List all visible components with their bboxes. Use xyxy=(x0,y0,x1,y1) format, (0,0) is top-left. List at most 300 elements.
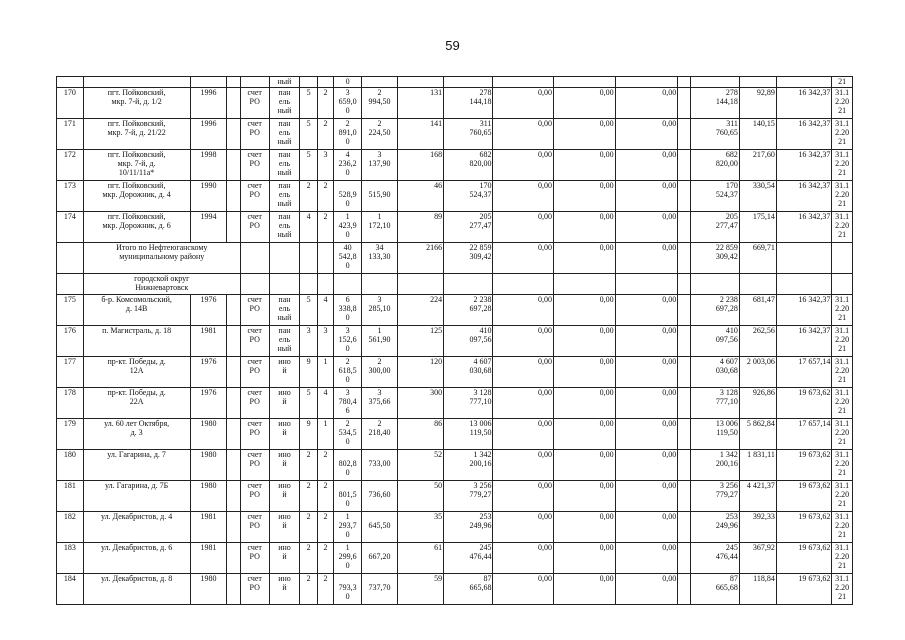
table-cell: 3 xyxy=(300,326,317,357)
table-cell: 21 xyxy=(832,77,853,88)
table-cell: 0,00 xyxy=(493,181,554,212)
table-cell: 3 375,66 xyxy=(361,388,397,419)
table-cell: 3 780,4 6 xyxy=(334,388,362,419)
table-row xyxy=(57,512,853,543)
table-cell: 86 xyxy=(397,419,443,450)
table-cell xyxy=(269,274,300,295)
table-cell: 1976 xyxy=(190,357,227,388)
table-cell: 3 xyxy=(317,326,333,357)
table-cell: 245 476,44 xyxy=(690,543,739,574)
table-cell xyxy=(227,295,240,326)
table-cell: 736,60 xyxy=(361,481,397,512)
table-cell: счет РО xyxy=(240,481,269,512)
table-cell: 0,00 xyxy=(554,119,616,150)
table-cell: 0,00 xyxy=(554,481,616,512)
table-cell: 52 xyxy=(397,450,443,481)
table-cell xyxy=(678,388,690,419)
table-cell: 3 256 779,27 xyxy=(444,481,493,512)
table-cell: 0,00 xyxy=(493,388,554,419)
table-cell xyxy=(832,243,853,274)
table-cell: 170 524,37 xyxy=(690,181,739,212)
table-cell xyxy=(678,181,690,212)
table-cell xyxy=(227,77,240,88)
table-cell: 262,56 xyxy=(739,326,776,357)
table-cell: 392,33 xyxy=(739,512,776,543)
table-cell xyxy=(227,481,240,512)
table-cell: пан ель ный xyxy=(269,212,300,243)
table-cell: ул. Декабристов, д. 4 xyxy=(83,512,190,543)
table-cell: пан ель ный xyxy=(269,181,300,212)
table-cell: 2 003,06 xyxy=(739,357,776,388)
table-cell: 2 xyxy=(300,543,317,574)
table-cell: 173 xyxy=(57,181,84,212)
table-row xyxy=(57,77,853,88)
table-row xyxy=(57,150,853,181)
table-cell: 2 xyxy=(317,512,333,543)
table-cell: 0,00 xyxy=(615,481,678,512)
table-cell: 1980 xyxy=(190,574,227,605)
table-cell: 0,00 xyxy=(615,243,678,274)
table-cell: 1976 xyxy=(190,295,227,326)
table-cell: 168 xyxy=(397,150,443,181)
table-cell: 0,00 xyxy=(554,450,616,481)
table-cell: 170 xyxy=(57,88,84,119)
table-cell: 667,20 xyxy=(361,543,397,574)
table-cell: 3 152,6 0 xyxy=(334,326,362,357)
table-cell: 0,00 xyxy=(615,150,678,181)
table-cell xyxy=(317,274,333,295)
table-cell: 180 xyxy=(57,450,84,481)
table-cell xyxy=(678,512,690,543)
table-cell: 1 293,7 0 xyxy=(334,512,362,543)
table-cell: 61 xyxy=(397,543,443,574)
table-cell: 311 760,65 xyxy=(444,119,493,150)
table-cell: 0,00 xyxy=(615,181,678,212)
table-cell: 9 xyxy=(300,419,317,450)
table-cell: 2 xyxy=(300,450,317,481)
table-cell xyxy=(361,274,397,295)
table-cell: 1994 xyxy=(190,212,227,243)
table-cell: ино й xyxy=(269,357,300,388)
table-row xyxy=(57,326,853,357)
table-cell: 0,00 xyxy=(615,450,678,481)
table-cell: 13 006 119,50 xyxy=(444,419,493,450)
table-cell xyxy=(300,243,317,274)
table-cell: 4 xyxy=(317,295,333,326)
table-cell: счет РО xyxy=(240,388,269,419)
subtotal-row xyxy=(57,243,853,274)
table-cell: счет РО xyxy=(240,295,269,326)
table-cell: 16 342,37 xyxy=(776,295,831,326)
table-cell xyxy=(554,274,616,295)
table-cell: 1976 xyxy=(190,388,227,419)
table-cell xyxy=(227,388,240,419)
table-cell xyxy=(690,274,739,295)
table-cell: 31.1 2.20 21 xyxy=(832,88,853,119)
table-cell: 205 277,47 xyxy=(444,212,493,243)
table-cell: 367,92 xyxy=(739,543,776,574)
table-cell xyxy=(678,419,690,450)
table-cell: 92,89 xyxy=(739,88,776,119)
table-cell: 0 xyxy=(334,77,362,88)
table-cell xyxy=(776,77,831,88)
table-cell: 2 xyxy=(300,481,317,512)
table-cell: 0,00 xyxy=(493,212,554,243)
table-cell: 1990 xyxy=(190,181,227,212)
table-cell: 0,00 xyxy=(554,512,616,543)
table-cell: 40 542,8 0 xyxy=(334,243,362,274)
table-cell: 31.1 2.20 21 xyxy=(832,574,853,605)
table-cell: 278 144,18 xyxy=(444,88,493,119)
table-cell: 253 249,96 xyxy=(444,512,493,543)
table-cell: 4 xyxy=(317,388,333,419)
table-cell: 1980 xyxy=(190,450,227,481)
table-row xyxy=(57,543,853,574)
table-cell: 22 859 309,42 xyxy=(690,243,739,274)
table-cell: 0,00 xyxy=(615,543,678,574)
table-cell: 5 xyxy=(300,88,317,119)
table-cell: ино й xyxy=(269,419,300,450)
table-cell xyxy=(227,150,240,181)
table-cell: 31.1 2.20 21 xyxy=(832,150,853,181)
table-cell: 31.1 2.20 21 xyxy=(832,295,853,326)
table-cell: 31.1 2.20 21 xyxy=(832,357,853,388)
table-cell: 682 820,00 xyxy=(444,150,493,181)
housing-register-table xyxy=(56,76,853,605)
table-row xyxy=(57,450,853,481)
table-row xyxy=(57,212,853,243)
table-cell xyxy=(190,77,227,88)
section-row xyxy=(57,274,853,295)
table-cell xyxy=(227,88,240,119)
table-cell: 0,00 xyxy=(493,450,554,481)
table-cell: 1980 xyxy=(190,481,227,512)
table-cell: 31.1 2.20 21 xyxy=(832,326,853,357)
table-cell xyxy=(300,274,317,295)
table-cell: 2 xyxy=(300,512,317,543)
table-cell: 5 862,84 xyxy=(739,419,776,450)
table-cell: 6 338,8 0 xyxy=(334,295,362,326)
table-cell: 1996 xyxy=(190,88,227,119)
table-cell: 645,50 xyxy=(361,512,397,543)
table-cell: б-р. Комсомольский, д. 14В xyxy=(83,295,190,326)
table-row xyxy=(57,481,853,512)
table-row xyxy=(57,119,853,150)
table-cell: 733,00 xyxy=(361,450,397,481)
table-cell: 22 859 309,42 xyxy=(444,243,493,274)
table-cell: 175,14 xyxy=(739,212,776,243)
table-cell: 174 xyxy=(57,212,84,243)
table-cell: пгт. Пойковский, мкр. 7-й, д. 1/2 xyxy=(83,88,190,119)
table-cell: 1981 xyxy=(190,326,227,357)
table-row xyxy=(57,181,853,212)
table-cell: 17 657,14 xyxy=(776,357,831,388)
table-cell xyxy=(361,77,397,88)
table-cell: 0,00 xyxy=(493,88,554,119)
table-cell: счет РО xyxy=(240,212,269,243)
table-cell: 2 xyxy=(317,88,333,119)
table-cell: счет РО xyxy=(240,357,269,388)
table-cell: 737,70 xyxy=(361,574,397,605)
table-cell: 5 xyxy=(300,150,317,181)
table-cell: 2 xyxy=(317,212,333,243)
table-cell: 0,00 xyxy=(554,181,616,212)
table-cell: 0,00 xyxy=(554,388,616,419)
table-cell: 2 xyxy=(317,181,333,212)
table-cell: 0,00 xyxy=(554,295,616,326)
table-cell: 681,47 xyxy=(739,295,776,326)
table-cell: 0,00 xyxy=(493,150,554,181)
table-cell: 184 xyxy=(57,574,84,605)
table-cell: счет РО xyxy=(240,450,269,481)
table-cell: 1 299,6 0 xyxy=(334,543,362,574)
table-cell: 528,9 0 xyxy=(334,181,362,212)
table-cell: счет РО xyxy=(240,512,269,543)
table-cell xyxy=(493,274,554,295)
table-cell: счет РО xyxy=(240,88,269,119)
table-cell: 19 673,62 xyxy=(776,574,831,605)
table-cell: 2 xyxy=(317,119,333,150)
table-cell: 2 218,40 xyxy=(361,419,397,450)
table-cell xyxy=(678,243,690,274)
table-cell: 0,00 xyxy=(615,326,678,357)
table-cell xyxy=(317,243,333,274)
table-cell xyxy=(240,274,269,295)
table-cell: 0,00 xyxy=(615,419,678,450)
table-cell: 2 xyxy=(317,574,333,605)
table-cell: 1 172,10 xyxy=(361,212,397,243)
table-cell: 515,90 xyxy=(361,181,397,212)
table-cell xyxy=(269,243,300,274)
table-cell: пан ель ный xyxy=(269,119,300,150)
table-cell: 0,00 xyxy=(615,574,678,605)
table-cell: 35 xyxy=(397,512,443,543)
table-cell: 16 342,37 xyxy=(776,212,831,243)
table-cell: 179 xyxy=(57,419,84,450)
table-cell xyxy=(227,543,240,574)
table-cell: 31.1 2.20 21 xyxy=(832,388,853,419)
table-cell: пан ель ный xyxy=(269,150,300,181)
table-cell: 3 285,10 xyxy=(361,295,397,326)
table-cell: 217,60 xyxy=(739,150,776,181)
table-cell xyxy=(678,212,690,243)
table-cell: 4 607 030,68 xyxy=(690,357,739,388)
table-cell xyxy=(300,77,317,88)
table-cell xyxy=(240,77,269,88)
table-cell: 175 xyxy=(57,295,84,326)
table-cell: 2 891,0 0 xyxy=(334,119,362,150)
table-cell xyxy=(240,243,269,274)
table-cell: ул. Гагарина, д. 7 xyxy=(83,450,190,481)
table-cell: 0,00 xyxy=(615,357,678,388)
table-cell: 1981 xyxy=(190,543,227,574)
table-cell: пан ель ный xyxy=(269,88,300,119)
table-cell xyxy=(678,119,690,150)
table-cell: 87 665,68 xyxy=(690,574,739,605)
table-cell: 31.1 2.20 21 xyxy=(832,543,853,574)
table-cell: п. Магистраль, д. 18 xyxy=(83,326,190,357)
table-cell: 0,00 xyxy=(493,326,554,357)
table-cell xyxy=(678,543,690,574)
table-cell: 2 xyxy=(317,481,333,512)
table-cell: счет РО xyxy=(240,326,269,357)
table-cell xyxy=(334,274,362,295)
table-row xyxy=(57,295,853,326)
table-cell: 2 224,50 xyxy=(361,119,397,150)
table-cell: 2 xyxy=(300,181,317,212)
table-cell: 131 xyxy=(397,88,443,119)
table-cell: счет РО xyxy=(240,543,269,574)
table-cell xyxy=(678,77,690,88)
table-cell: 1998 xyxy=(190,150,227,181)
table-cell: 16 342,37 xyxy=(776,88,831,119)
table-cell: счет РО xyxy=(240,419,269,450)
table-cell: 4 607 030,68 xyxy=(444,357,493,388)
table-row xyxy=(57,357,853,388)
table-cell xyxy=(227,181,240,212)
table-cell: 31.1 2.20 21 xyxy=(832,481,853,512)
table-cell: пан ель ный xyxy=(269,326,300,357)
table-cell xyxy=(227,450,240,481)
table-cell: 3 659,0 0 xyxy=(334,88,362,119)
table-cell: 19 673,62 xyxy=(776,388,831,419)
table-cell: 34 133,30 xyxy=(361,243,397,274)
table-cell: 5 xyxy=(300,295,317,326)
table-cell: 9 xyxy=(300,357,317,388)
table-cell: 1 342 200,16 xyxy=(690,450,739,481)
table-cell: 16 342,37 xyxy=(776,181,831,212)
table-cell: 0,00 xyxy=(615,388,678,419)
table-cell: 1 xyxy=(317,357,333,388)
table-cell: 19 673,62 xyxy=(776,512,831,543)
table-cell: пан ель ный xyxy=(269,295,300,326)
table-cell: ул. Декабристов, д. 6 xyxy=(83,543,190,574)
table-cell: 205 277,47 xyxy=(690,212,739,243)
table-cell: 0,00 xyxy=(493,419,554,450)
table-cell: 19 673,62 xyxy=(776,481,831,512)
table-cell: 410 097,56 xyxy=(690,326,739,357)
table-row xyxy=(57,574,853,605)
table-cell: 172 xyxy=(57,150,84,181)
table-cell: 170 524,37 xyxy=(444,181,493,212)
table-cell: 2 xyxy=(317,543,333,574)
table-cell: 31.1 2.20 21 xyxy=(832,181,853,212)
table-cell: 0,00 xyxy=(554,419,616,450)
table-cell: 2166 xyxy=(397,243,443,274)
table-cell: пр-кт. Победы, д. 12А xyxy=(83,357,190,388)
table-cell: 5 xyxy=(300,119,317,150)
table-cell: 3 xyxy=(317,150,333,181)
table-cell xyxy=(227,512,240,543)
table-cell: 0,00 xyxy=(554,326,616,357)
table-cell: 224 xyxy=(397,295,443,326)
table-cell: 0,00 xyxy=(554,88,616,119)
table-row xyxy=(57,388,853,419)
table-cell: 4 236,2 0 xyxy=(334,150,362,181)
table-cell: 120 xyxy=(397,357,443,388)
table-cell: 59 xyxy=(397,574,443,605)
table-cell: пгт. Пойковский, мкр. 7-й, д. 10/11/11а* xyxy=(83,150,190,181)
table-cell: 3 128 777,10 xyxy=(690,388,739,419)
table-cell xyxy=(678,150,690,181)
table-cell xyxy=(57,243,84,274)
table-cell xyxy=(678,88,690,119)
table-cell xyxy=(227,326,240,357)
table-cell: ный xyxy=(269,77,300,88)
table-cell: 2 xyxy=(300,574,317,605)
table-cell xyxy=(227,419,240,450)
table-cell: 31.1 2.20 21 xyxy=(832,512,853,543)
table-cell: 4 xyxy=(300,212,317,243)
table-cell: 793,3 0 xyxy=(334,574,362,605)
table-cell: 181 xyxy=(57,481,84,512)
table-cell: 171 xyxy=(57,119,84,150)
table-cell: 1 342 200,16 xyxy=(444,450,493,481)
table-cell: 31.1 2.20 21 xyxy=(832,450,853,481)
table-cell xyxy=(678,481,690,512)
table-cell: 46 xyxy=(397,181,443,212)
table-cell: 89 xyxy=(397,212,443,243)
table-cell: счет РО xyxy=(240,181,269,212)
table-cell xyxy=(615,274,678,295)
table-cell xyxy=(227,119,240,150)
table-cell: 0,00 xyxy=(615,512,678,543)
table-cell: 183 xyxy=(57,543,84,574)
table-cell: 1980 xyxy=(190,419,227,450)
table-cell: 125 xyxy=(397,326,443,357)
table-cell: ул. Гагарина, д. 7Б xyxy=(83,481,190,512)
table-cell: 140,15 xyxy=(739,119,776,150)
table-cell xyxy=(493,77,554,88)
table-cell: 2 534,5 0 xyxy=(334,419,362,450)
table-cell: 19 673,62 xyxy=(776,543,831,574)
page-number: 59 xyxy=(445,38,460,53)
table-cell: 0,00 xyxy=(554,357,616,388)
table-body xyxy=(57,77,853,605)
table-cell: ино й xyxy=(269,574,300,605)
table-cell xyxy=(832,274,853,295)
table-cell: 0,00 xyxy=(554,150,616,181)
table-cell xyxy=(678,574,690,605)
table-cell: 3 137,90 xyxy=(361,150,397,181)
table-cell: 177 xyxy=(57,357,84,388)
table-cell xyxy=(678,274,690,295)
table-cell xyxy=(739,274,776,295)
table-cell: 16 342,37 xyxy=(776,119,831,150)
table-cell: 802,8 0 xyxy=(334,450,362,481)
table-cell: 2 238 697,28 xyxy=(444,295,493,326)
table-cell: 1 xyxy=(317,419,333,450)
table-cell: 1 423,9 0 xyxy=(334,212,362,243)
table-cell: счет РО xyxy=(240,150,269,181)
table-cell xyxy=(678,295,690,326)
table-cell: 5 xyxy=(300,388,317,419)
table-cell: 0,00 xyxy=(554,212,616,243)
table-cell: 2 xyxy=(317,450,333,481)
table-cell: 176 xyxy=(57,326,84,357)
table-cell: 1981 xyxy=(190,512,227,543)
table-cell: 253 249,96 xyxy=(690,512,739,543)
table-cell: 141 xyxy=(397,119,443,150)
table-cell: 245 476,44 xyxy=(444,543,493,574)
table-cell: 1 831,11 xyxy=(739,450,776,481)
table-cell: 4 421,37 xyxy=(739,481,776,512)
table-cell: 0,00 xyxy=(615,295,678,326)
table-cell: 669,71 xyxy=(739,243,776,274)
table-cell xyxy=(397,274,443,295)
table-cell: ино й xyxy=(269,450,300,481)
table-cell: 182 xyxy=(57,512,84,543)
